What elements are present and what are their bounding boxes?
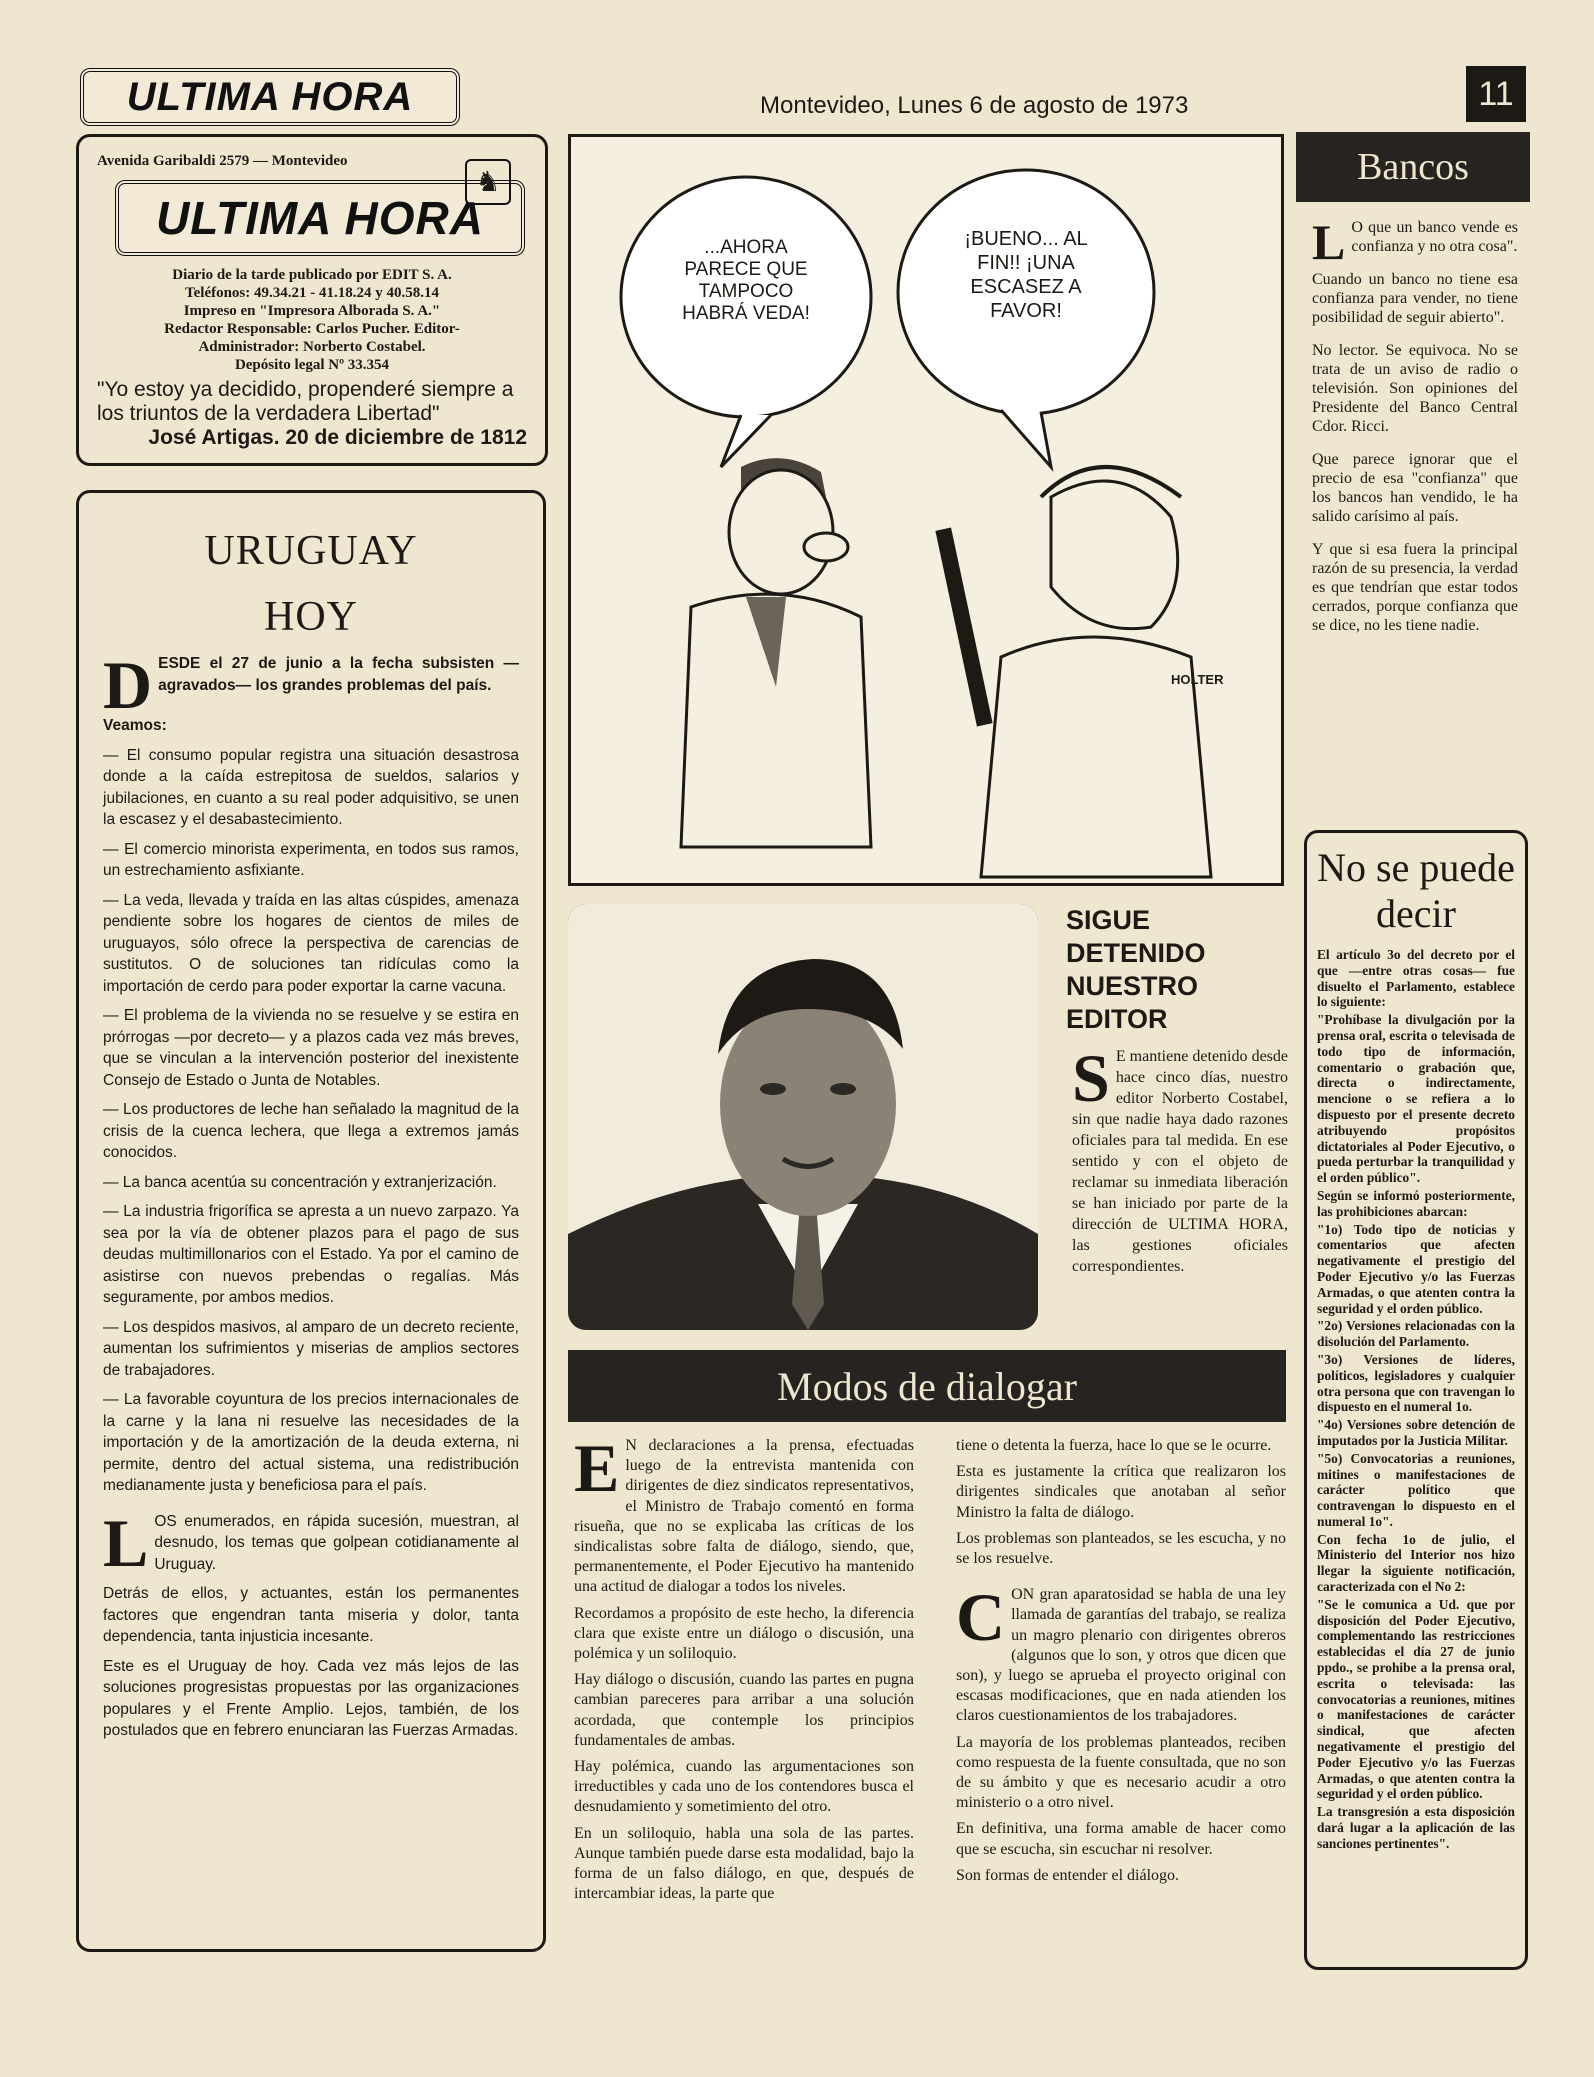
sigue-headline: SIGUE DETENIDO NUESTRO EDITOR	[1066, 905, 1206, 1034]
masthead-line: Teléfonos: 49.34.21 - 41.18.24 y 40.58.14	[184, 285, 440, 301]
modos-headline: Modos de dialogar	[568, 1350, 1286, 1422]
editorial-cartoon	[568, 134, 1284, 886]
article-paragraph: "3o) Versiones de líderes, políticos, legisladores y cualquier otra persona que con travengan lo dispuesto en el numeral 1o.	[1317, 1351, 1515, 1415]
masthead-line: Redactor Responsable: Carlos Pucher. Editor-	[164, 321, 460, 337]
article-body	[103, 647, 519, 1742]
article-paragraph: — La banca acentúa su concentración y extranjerización.	[103, 1173, 497, 1191]
article-paragraph: N declaraciones a la prensa, efectuadas luego de la entrevista mantenida con dirigentes de diez sindicatos representativos, el Ministro de Trabajo comentó en forma risueña, que no se explicaba las críticas de los sindicalistas sobre falta de diálogo, siendo, que, permanentemente, el Poder Ejecutivo ha mantenido una actitud de dialogar a todos los niveles.	[574, 1437, 914, 1596]
modos-column-1	[574, 1430, 914, 1910]
speech-bubble-right: ¡BUENO... AL FIN!! ¡UNA ESCASEZ A FAVOR!	[964, 228, 1088, 322]
masthead-line: Diario de la tarde publicado por EDIT S. A.	[172, 267, 452, 283]
article-paragraph: — El problema de la vivienda no se resuelve y se estira en prórrogas —por decreto— y a plazos cada vez más breves, que se vinculan a la intervención posterior del inexistente Consejo de Estado o Junta de Notables.	[103, 1007, 519, 1089]
speech-bubble-left: ...AHORA PARECE QUE TAMPOCO HABRÁ VEDA!	[682, 237, 810, 324]
cartoonist-signature: HOLTER	[1171, 672, 1224, 687]
page-number: 11	[1466, 66, 1526, 122]
masthead-logo: ULTIMA HORA	[115, 180, 525, 256]
article-paragraph: Son formas de entender el diálogo.	[956, 1866, 1180, 1884]
article-paragraph: — Los despidos masivos, al amparo de un decreto reciente, aumentan los sufrimientos y miserias de amplios sectores de trabajadores.	[103, 1318, 519, 1379]
article-paragraph: "4o) Versiones sobre detención de imputados por la Justicia Militar.	[1317, 1417, 1515, 1448]
newspaper-logo: ULTIMA HORA	[80, 68, 460, 126]
article-paragraph: — La industria frigorífica se apresta a un nuevo zarpazo. Ya sea por la vía de obtener plazos para el pago de sus deudas multimillonarios con el Estado. Ya por el camino de asistirse con nuevos prebendas o regalías. Más seguramente, por ambos medios.	[103, 1203, 519, 1306]
uruguay-hoy-article	[76, 490, 546, 1952]
masthead-line: Administrador: Norberto Costabel.	[198, 339, 426, 355]
article-paragraph: Y que si esa fuera la principal razón de su presencia, la verdad es que tendrían que estar todos cerrados, porque confianza que se dice, no les tiene nadie.	[1312, 541, 1518, 634]
article-paragraph: "Prohíbase la divulgación por la prensa oral, escrita o televisada de todo tipo de información, comentario o grabación que, directa o indirectamente, mencione o se refiera a lo dispuesto por el presente decreto atribuyendo propósitos dictatoriales al Poder Ejecutivo, o pueda perturbar la tranquilidad y el orden público".	[1317, 1012, 1515, 1186]
masthead-box	[76, 134, 548, 466]
article-paragraph: La mayoría de los problemas planteados, reciben como respuesta de la fuente consultada, que no son de su ámbito y que es necesario acudir a otro ministerio o a otro nivel.	[956, 1733, 1286, 1812]
article-paragraph: ON gran aparatosidad se habla de una ley llamada de garantías del trabajo, se realiza un magro plenario con dirigentes obreros (algunos que lo son, y otros que dicen que son), y luego se aprueba el proyecto original con escasas modificaciones, que en nada atienden los claros cuestionamientos de los trabajadores.	[956, 1586, 1286, 1725]
article-title: No se puede decir	[1317, 845, 1515, 936]
article-paragraph: Según se informó posteriormente, las prohibiciones abarcan:	[1317, 1187, 1515, 1219]
article-paragraph: Que parece ignorar que el precio de esa "confianza" que los bancos han vendido, le ha salido carísimo al país.	[1312, 451, 1518, 525]
masthead-line: Impreso en "Impresora Alborada S. A."	[183, 303, 441, 319]
modos-column-2	[956, 1436, 1286, 1892]
article-paragraph: "Se le comunica a Ud. que por disposición del Poder Ejecutivo, complementando las restricciones establecidas el día 27 de junio ppdo., se prohibe a la prensa oral, escrita o televisada: las convocatorias a reuniones, mitines o manifestaciones de carácter sindical, que afecten negativamente el prestigio del Poder Ejecutivo y/o las Fuerzas Armadas, o que atenten contra la seguridad y el orden público.	[1317, 1596, 1515, 1802]
dateline: Montevideo, Lunes 6 de agosto de 1973	[760, 92, 1189, 119]
masthead-address: Avenida Garibaldi 2579 — Montevideo	[97, 153, 348, 169]
article-title: URUGUAY	[204, 528, 418, 574]
article-paragraph: Los problemas son planteados, se les escucha, y no se los resuelve.	[956, 1529, 1286, 1568]
article-paragraph: "5o) Convocatorias a reuniones, mitines o manifestaciones de carácter político que contravengan lo dispuesto en el numeral 1o".	[1317, 1450, 1515, 1529]
article-paragraph: "1o) Todo tipo de noticias y comentarios que afecten negativamente el prestigio del Poder Ejecutivo y/o las Fuerzas Armadas, o que atenten contra la seguridad y el orden público.	[1317, 1221, 1515, 1316]
bancos-headline: Bancos	[1296, 132, 1530, 202]
article-paragraph: E mantiene detenido desde hace cinco días, nuestro editor Norberto Costabel, sin que nadie haya dado razones oficiales para tal medida. En ese sentido y con el objeto de reclamar su inmediata liberación se han iniciado por parte de la dirección de ULTIMA HORA, las gestiones oficiales correspondientes.	[1072, 1048, 1288, 1275]
drop-cap: D	[103, 647, 153, 723]
article-paragraph: Recordamos a propósito de este hecho, la diferencia clara que existe entre un diálogo o discusión, una polémica y un soliloquio.	[574, 1604, 914, 1663]
no-se-puede-decir-box	[1304, 830, 1528, 1970]
article-paragraph: Esta es justamente la crítica que realizaron los dirigentes sindicales que anotaban al señor Ministro la falta de diálogo.	[956, 1463, 1286, 1521]
article-paragraph: El artículo 3o del decreto por el que —entre otras cosas— fue disuelto el Parlamento, establece lo siguiente:	[1317, 947, 1515, 1010]
article-paragraph: Este es el Uruguay de hoy. Cada vez más lejos de las soluciones progresistas propuestas por las organizaciones populares y el Frente Amplio. Lejos, también, de los postulados que en febrero enunciaran las Fuerzas Armadas.	[103, 1657, 519, 1739]
article-paragraph: Veamos:	[103, 717, 167, 734]
article-intro: ESDE el 27 de junio a la fecha subsisten —agravados— los grandes problemas del país.	[158, 655, 519, 694]
sigue-body	[1072, 1040, 1288, 1277]
artigas-quote: "Yo estoy ya decidido, propenderé siempre a los triuntos de la verdadera Libertad"	[97, 378, 514, 425]
article-paragraph: — El comercio minorista experimenta, en todos sus ramos, un estrechamiento asfixiante.	[103, 840, 519, 879]
article-paragraph: Hay diálogo o discusión, cuando las partes en pugna cambian pareceres para arribar a una solución acordada, que contemple los principios fundamentales de ambas.	[574, 1671, 914, 1749]
article-paragraph: La transgresión a esta disposición dará lugar a la aplicación de las sanciones pertinentes".	[1317, 1804, 1515, 1851]
article-paragraph: "2o) Versiones relacionadas con la disolución del Parlamento.	[1317, 1318, 1515, 1350]
drop-cap: C	[956, 1579, 1006, 1656]
article-paragraph: Detrás de ellos, y actuantes, están los permanentes factores que engendran tanta miseria y dolor, tanta dependencia, tanta injusticia incesante.	[103, 1585, 519, 1645]
drop-cap: S	[1072, 1040, 1110, 1116]
article-paragraph: O que un banco vende es confianza y no otra cosa".	[1351, 219, 1518, 255]
article-paragraph: Hay polémica, cuando las argumentaciones son irreductibles y cada uno de los contendores busca el desnudamiento y sometimiento del otro.	[574, 1758, 914, 1816]
article-paragraph: Con fecha 1o de julio, el Ministerio del Interior nos hizo llegar la siguiente notificación, caracterizada con el No 2:	[1317, 1531, 1515, 1595]
drop-cap: E	[574, 1430, 620, 1506]
drop-cap: L	[1312, 214, 1346, 270]
horse-rider-icon: ♞	[465, 159, 511, 205]
article-body	[1317, 947, 1515, 1852]
article-paragraph: — El consumo popular registra una situación desastrosa donde a la caída estrepitosa de sueldos, salarios y jubilaciones, en cuanto a su real poder adquisitivo, se unen la escasez y el desabastecimiento.	[103, 746, 519, 828]
article-paragraph: — Los productores de leche han señalado la magnitud de la crisis de la cuenca lechera, que llega a extremos jamás conocidos.	[103, 1101, 519, 1161]
article-paragraph: tiene o detenta la fuerza, hace lo que se le ocurre.	[956, 1437, 1272, 1454]
article-paragraph: En definitiva, una forma amable de hacer como que se escucha, sin escuchar ni resolver.	[956, 1820, 1286, 1858]
article-paragraph: — La favorable coyuntura de los precios internacionales de la carne y la lana ni resuelve las necesidades de la importación y de la amortización de la deuda externa, ni permite, dentro del actual sistema, una redistribución medianamente justa y beneficiosa para el país.	[103, 1391, 519, 1494]
article-paragraph: En un soliloquio, habla una sola de las partes. Aunque también puede darse esta modalidad, bajo la forma de un falso diálogo, en que, después de intercambiar ideas, la parte que	[574, 1824, 914, 1903]
article-paragraph: No lector. Se equivoca. No se trata de un aviso de radio o televisión. Son opiniones del Presidente del Banco Central Cdor. Ricci.	[1312, 342, 1518, 435]
editor-photo	[568, 904, 1038, 1330]
bancos-body	[1312, 214, 1518, 649]
article-title: HOY	[264, 594, 358, 640]
drop-cap: L	[103, 1504, 149, 1581]
article-paragraph: OS enumerados, en rápida sucesión, muestran, al desnudo, los temas que golpean cotidianamente al Uruguay.	[154, 1512, 519, 1573]
portrait-image	[568, 904, 1038, 1330]
masthead-line: Depósito legal Nº 33.354	[234, 357, 390, 373]
artigas-signature: José Artigas. 20 de diciembre de 1812	[148, 426, 527, 449]
article-paragraph: — La veda, llevada y traída en las altas cúspides, amenaza pendiente sobre los hogares de cientos de miles de uruguayos, sólo ofrece la perspectiva de carencias de sustitutos. O de soluciones tan ridículas como la importación de cerdo para poder exportar la carne vacuna.	[103, 891, 519, 995]
article-paragraph: Cuando un banco no tiene esa confianza para vender, no tiene posibilidad de seguir abierto".	[1312, 271, 1518, 326]
